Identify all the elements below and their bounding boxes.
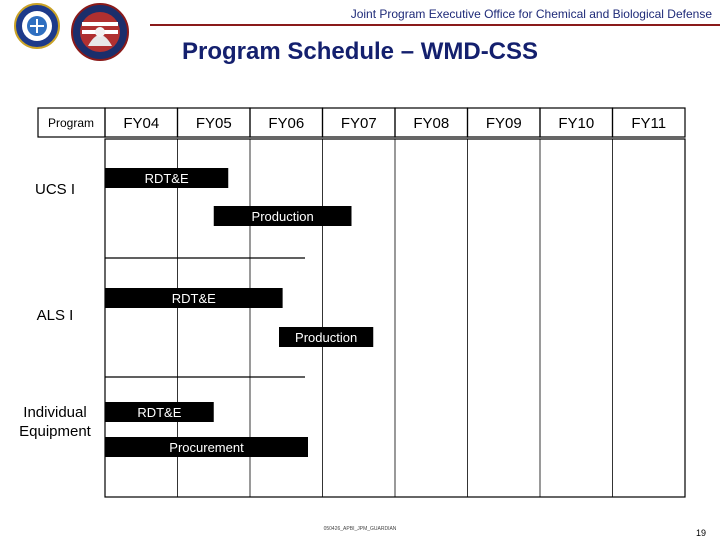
bar-label: Production xyxy=(295,330,358,345)
bar-label: RDT&E xyxy=(144,171,189,186)
schedule-bars xyxy=(105,168,373,457)
program-rows xyxy=(19,181,92,440)
program-header-label: Program xyxy=(47,116,95,130)
fy-tick-label: FY11 xyxy=(631,115,667,132)
header-organization: Joint Program Executive Office for Chemical and Biological Defense xyxy=(350,7,712,21)
row-label: ALS I xyxy=(36,307,74,324)
page-number: 19 xyxy=(695,528,706,538)
bar-label: RDT&E xyxy=(137,405,182,420)
fy-tick-label: FY10 xyxy=(558,115,595,132)
fy-tick-label: FY08 xyxy=(413,115,450,132)
row-label: Individual xyxy=(23,404,87,421)
bar-label: Production xyxy=(251,209,314,224)
bar-label: RDT&E xyxy=(171,291,216,306)
footer-document-code: 050426_APBI_JPM_GUARDIAN xyxy=(323,526,397,532)
bar-label: Procurement xyxy=(169,440,244,455)
fy-tick-label: FY05 xyxy=(195,115,232,132)
slide-title: Program Schedule – WMD-CSS xyxy=(181,38,539,65)
row-label: Equipment xyxy=(19,423,91,440)
fy-tick-label: FY04 xyxy=(123,115,160,132)
fy-tick-label: FY09 xyxy=(485,115,522,132)
row-label: UCS I xyxy=(34,181,76,198)
fiscal-year-header xyxy=(38,108,685,137)
fy-tick-label: FY07 xyxy=(340,115,377,132)
fy-tick-label: FY06 xyxy=(268,115,305,132)
